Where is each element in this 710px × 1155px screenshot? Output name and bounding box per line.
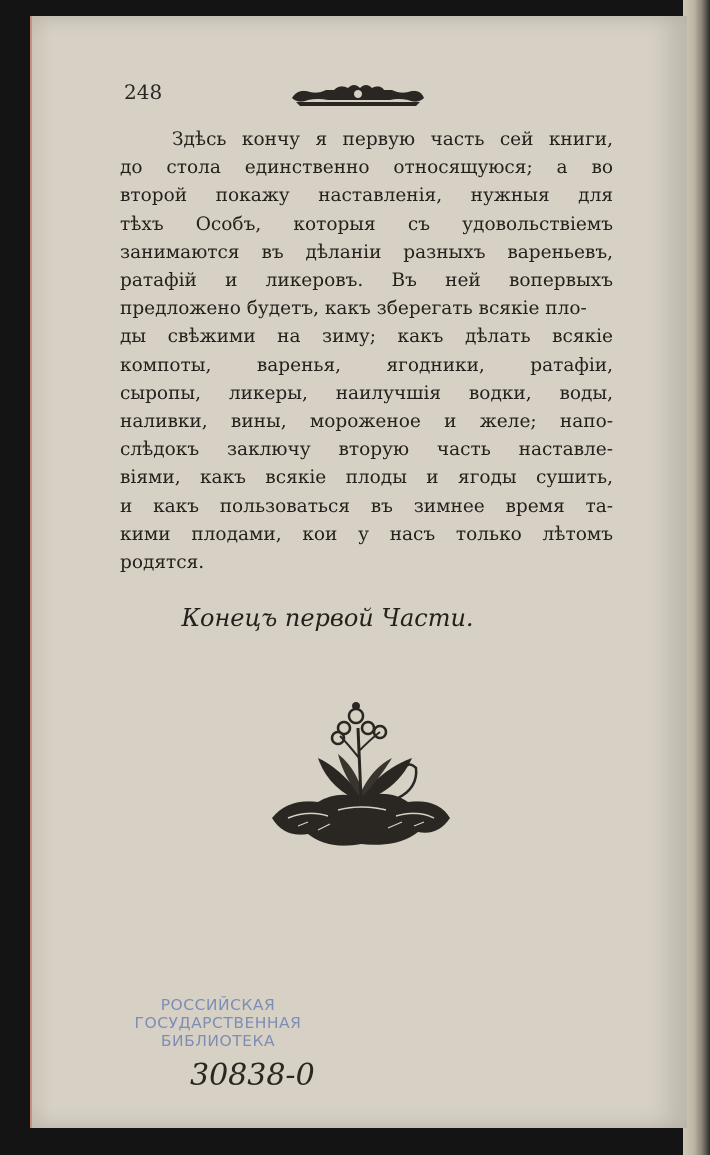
stamp-line: БИБЛИОТЕКА [160,1032,276,1050]
text-line: тѣхъ Особъ, которыя съ удовольствіемъ [120,213,613,235]
library-stamp [118,996,318,1050]
page-number: 248 [124,80,163,104]
book-gutter [683,0,710,1155]
headpiece-ornament [288,80,428,108]
text-line: сыропы, ликеры, наилучшія водки, воды, [120,382,613,404]
text-line: второй покажу наставленія, нужныя для [120,185,613,207]
stamp-line: ГОСУДАРСТВЕННАЯ [134,1014,302,1032]
body-paragraph [120,126,613,577]
flower-vignette-icon [268,698,454,878]
text-line: до стола единственно относящуюся; а во [120,157,613,179]
text-line: Здѣсь кончу я первую часть сей книги, [172,129,613,150]
handwritten-shelfmark: 30838-0 [190,1058,315,1093]
text-line: віями, какъ всякіе плоды и ягоды сушить, [120,467,613,489]
text-line: наливки, вины, мороженое и желе; напо- [120,411,613,433]
text-line: кими плодами, кои у насъ только лѣтомъ [120,523,613,545]
text-line: родятся. [120,552,205,574]
part-ending-title: Конецъ первой Части. [181,604,474,632]
text-line: и какъ пользоваться въ зимнее время та- [120,495,613,517]
text-line: слѣдокъ заключу вторую часть наставле- [120,439,613,461]
text-line: занимаются въ дѣланіи разныхъ вареньевъ, [120,241,613,263]
text-line: компоты, варенья, ягодники, ратафіи, [120,354,613,376]
stamp-line: РОССИЙСКАЯ [160,996,276,1014]
text-line: ратафій и ликеровъ. Въ ней вопервыхъ предложено будетъ, какъ зберегать всякіе пло- [120,270,613,320]
text-line: ды свѣжими на зиму; какъ дѣлать всякіе [120,326,613,348]
